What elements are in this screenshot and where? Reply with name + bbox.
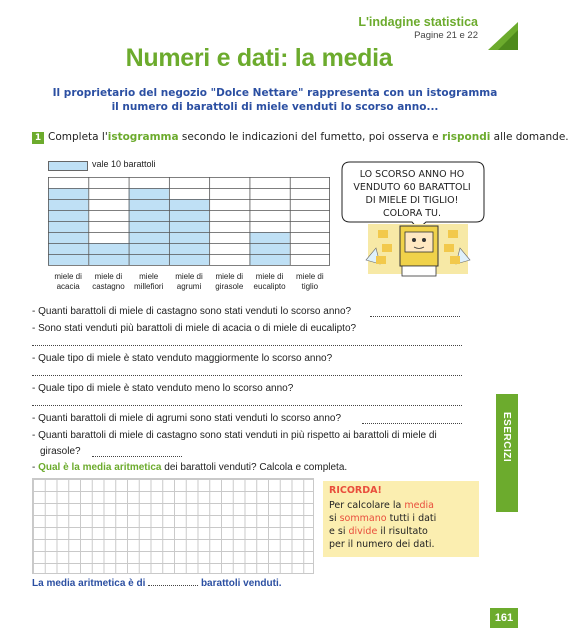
question-most-sold: - Quale tipo di miele è stato venduto maggiormente lo scorso anno? <box>32 353 333 364</box>
remember-keyword-sommano: sommano <box>339 513 387 524</box>
instruction-part-3: alle domande. <box>490 131 569 143</box>
answer-line-1[interactable] <box>370 316 460 317</box>
balloon-line-4: COLORA TU. <box>382 208 442 219</box>
balloon-line-2: VENDUTO 60 BARATTOLI <box>353 182 471 193</box>
bar-6 <box>249 232 289 265</box>
category-label-line-2: agrumi <box>176 282 202 291</box>
remember-line-4: per il numero dei dati. <box>329 539 435 550</box>
remember-title: RICORDA! <box>329 485 382 496</box>
balloon-line-3: DI MIELE DI TIGLIO! <box>365 195 459 206</box>
calculation-grid[interactable] <box>32 478 314 574</box>
question-castagno-vs-girasole-cont: girasole? <box>40 446 81 457</box>
beekeeper-illustration <box>362 220 474 278</box>
category-label-line-2: millefiori <box>134 282 164 291</box>
category-label-7 <box>290 272 330 292</box>
page-title: Numeri e dati: la media <box>125 44 393 72</box>
remember-t4: e si <box>329 526 349 537</box>
legend-swatch <box>48 161 88 171</box>
exercise-number: 1 <box>32 132 44 144</box>
balloon-line-1: LO SCORSO ANNO HO <box>359 169 465 180</box>
intro-text <box>40 86 510 114</box>
category-label-line-1: miele <box>139 272 159 281</box>
instruction-keyword-rispondi: rispondi <box>441 131 491 143</box>
answer-line-4[interactable] <box>32 405 462 406</box>
category-label-4 <box>169 272 209 292</box>
category-label-6 <box>250 272 290 292</box>
section-title: L'indagine statistica <box>358 15 478 29</box>
remember-line-1 <box>329 499 479 512</box>
question-castagno-vs-girasole: - Quanti barattoli di miele di castagno sono stati venduti in più rispetto ai barattoli di miele di <box>32 430 437 441</box>
category-label-5 <box>209 272 249 292</box>
category-label-2 <box>88 272 128 292</box>
final-answer-blank[interactable] <box>148 578 198 586</box>
answer-line-2[interactable] <box>32 345 462 346</box>
question-least-sold: - Quale tipo di miele è stato venduto meno lo scorso anno? <box>32 383 294 394</box>
category-label-line-2: girasole <box>215 282 244 291</box>
intro-line-2: il numero di barattoli di miele venduti lo scorso anno... <box>111 101 439 113</box>
intro-line-1: Il proprietario del negozio "Dolce Nettare" rappresenta con un istogramma <box>52 87 498 99</box>
balloon-text <box>347 168 477 220</box>
answer-line-6[interactable] <box>92 456 182 457</box>
question-mean <box>32 462 347 473</box>
remember-t2: si <box>329 513 340 524</box>
remember-text <box>329 499 479 551</box>
histogram-chart <box>48 177 330 265</box>
exercises-side-tab <box>496 394 518 512</box>
category-label-line-1: miele di <box>215 272 244 281</box>
remember-line-2 <box>329 512 479 525</box>
page-number: 161 <box>490 608 518 628</box>
remember-line-3 <box>329 525 479 538</box>
category-label-line-1: miele di <box>255 272 284 281</box>
question-mean-rest: dei barattoli venduti? Calcola e completa. <box>161 462 348 473</box>
category-label-line-2: acacia <box>56 282 80 291</box>
exercise-instruction <box>32 131 569 144</box>
remember-t1: Per calcolare la <box>329 500 405 511</box>
legend-label: vale 10 barattoli <box>92 159 156 169</box>
bar-2 <box>88 243 128 265</box>
remember-keyword-media: media <box>404 500 434 511</box>
question-castagno-count: - Quanti barattoli di miele di castagno sono stati venduti lo scorso anno? <box>32 306 352 317</box>
category-label-line-2: tiglio <box>301 282 319 291</box>
final-answer-sentence <box>32 578 282 589</box>
final-suffix: barattoli venduti. <box>200 578 282 589</box>
question-mean-prefix: - <box>32 462 39 473</box>
side-tab-label: ESERCIZI <box>501 412 512 463</box>
category-label-line-2: eucalipto <box>253 282 286 291</box>
final-prefix: La media aritmetica è di <box>32 578 146 589</box>
instruction-part-2: secondo le indicazioni del fumetto, poi osserva e <box>178 131 442 143</box>
answer-line-5[interactable] <box>362 423 462 424</box>
question-acacia-vs-eucalipto: - Sono stati venduti più barattoli di miele di acacia o di miele di eucalipto? <box>32 323 357 334</box>
remember-keyword-divide: divide <box>348 526 378 537</box>
instruction-keyword-istogramma: istogramma <box>107 131 179 143</box>
category-label-1 <box>48 272 88 292</box>
question-agrumi-count: - Quanti barattoli di miele di agrumi sono stati venduti lo scorso anno? <box>32 413 342 424</box>
category-label-line-1: miele di <box>296 272 324 281</box>
category-label-line-1: miele di <box>175 272 203 281</box>
answer-line-3[interactable] <box>32 375 462 376</box>
remember-t3: tutti i dati <box>386 513 437 524</box>
category-label-3 <box>129 272 169 292</box>
remember-t5: il risultato <box>377 526 428 537</box>
page-reference: Pagine 21 e 22 <box>414 30 478 41</box>
category-label-line-2: castagno <box>92 282 125 291</box>
remember-box <box>323 481 479 557</box>
category-label-line-1: miele di <box>54 272 82 281</box>
bar-4 <box>169 199 209 265</box>
category-label-line-1: miele di <box>94 272 123 281</box>
instruction-part-1: Completa l' <box>48 131 108 143</box>
question-mean-bold: Qual è la media aritmetica <box>38 462 162 473</box>
